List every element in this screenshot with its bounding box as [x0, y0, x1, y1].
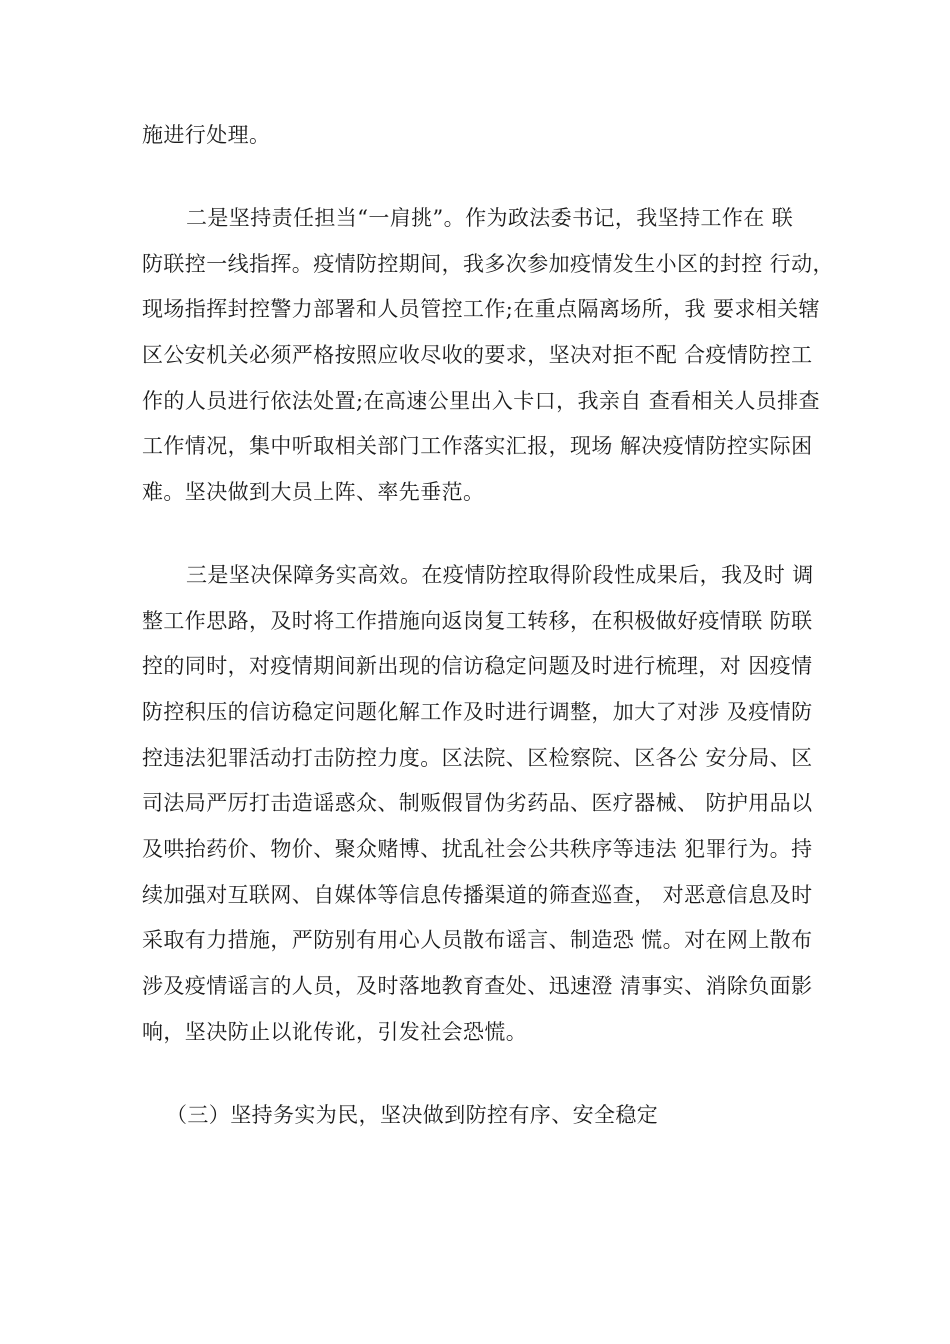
- paragraph-line: 施进行处理。: [142, 123, 271, 147]
- paragraph-line: 防联控一线指挥。疫情防控期间，我多次参加疫情发生小区的封控 行动，: [142, 252, 834, 276]
- paragraph-line: 现场指挥封控警力部署和人员管控工作;在重点隔离场所，我 要求相关辖: [142, 297, 820, 321]
- paragraph-line: 控的同时，对疫情期间新出现的信访稳定问题及时进行梳理，对 因疫情: [142, 654, 813, 678]
- paragraph-line: 续加强对互联网、自媒体等信息传播渠道的筛查巡查， 对恶意信息及时: [142, 883, 813, 907]
- paragraph-line: 难。坚决做到大员上阵、率先垂范。: [142, 480, 485, 504]
- paragraph-line: 司法局严厉打击造谣惑众、制贩假冒伪劣药品、医疗器械、 防护用品以: [142, 791, 813, 815]
- paragraph-line: 响，坚决防止以讹传讹，引发社会恐慌。: [142, 1020, 528, 1044]
- paragraph-line: 采取有力措施，严防别有用心人员散布谣言、制造恐 慌。对在网上散布: [142, 928, 813, 952]
- paragraph-line: 三是坚决保障务实高效。在疫情防控取得阶段性成果后，我及时 调: [186, 563, 814, 587]
- paragraph-line: 工作情况，集中听取相关部门工作落实汇报，现场 解决疫情防控实际困: [142, 434, 813, 458]
- paragraph-line: 控违法犯罪活动打击防控力度。区法院、区检察院、区各公 安分局、区: [142, 746, 813, 770]
- paragraph-line: 作的人员进行依法处置;在高速公里出入卡口，我亲自 查看相关人员排查: [142, 389, 820, 413]
- paragraph-line: 二是坚持责任担当“一肩挑”。作为政法委书记，我坚持工作在 联: [186, 206, 794, 230]
- section-heading: （三）坚持务实为民，坚决做到防控有序、安全稳定: [166, 1103, 659, 1127]
- paragraph-line: 区公安机关必须严格按照应收尽收的要求，坚决对拒不配 合疫情防控工: [142, 343, 813, 367]
- paragraph-line: 整工作思路，及时将工作措施向返岗复工转移，在积极做好疫情联 防联: [142, 609, 813, 633]
- paragraph-line: 涉及疫情谣言的人员，及时落地教育查处、迅速澄 清事实、消除负面影: [142, 974, 813, 998]
- paragraph-line: 防控积压的信访稳定问题化解工作及时进行调整，加大了对涉 及疫情防: [142, 700, 813, 724]
- paragraph-line: 及哄抬药价、物价、聚众赌博、扰乱社会公共秩序等违法 犯罪行为。持: [142, 837, 813, 861]
